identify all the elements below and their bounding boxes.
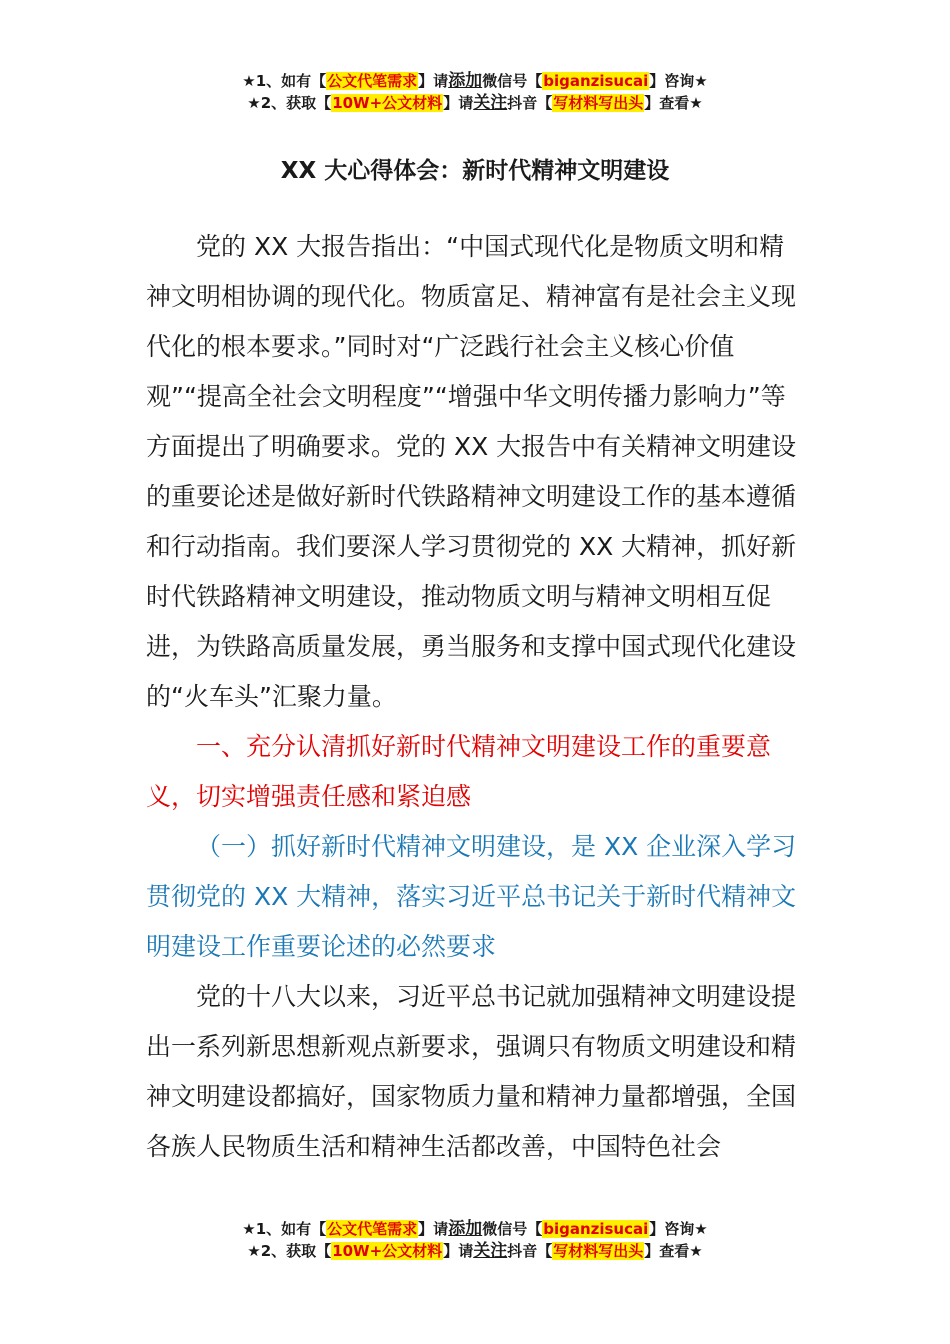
highlight-materials: 10W+公文材料 bbox=[332, 1242, 443, 1260]
body-paragraph: 党的十八大以来，习近平总书记就加强精神文明建设提出一系列新思想新观点新要求，强调只有物质文明建设和精神文明建设都搞好，国家物质力量和精神力量都增强，全国各族人民物质生活和精神生活都改善，中国特色社会 bbox=[146, 982, 797, 1161]
subsection-heading-1: （一）抓好新时代精神文明建设，是 XX 企业深入学习贯彻党的 XX 大精神，落实习近平总书记关于新时代精神文明建设工作重要论述的必然要求 bbox=[146, 832, 797, 961]
highlight-service: 公文代笔需求 bbox=[327, 72, 418, 90]
document-body bbox=[146, 222, 806, 1172]
highlight-douyin: 写材料写出头 bbox=[553, 94, 644, 112]
promo-line-2: ★2、获取【10W+公文材料】请关注抖音【写材料写出头】查看★ bbox=[247, 93, 703, 113]
highlight-materials: 10W+公文材料 bbox=[332, 94, 443, 112]
highlight-douyin: 写材料写出头 bbox=[553, 1242, 644, 1260]
section-heading-1: 一、充分认清抓好新时代精神文明建设工作的重要意义，切实增强责任感和紧迫感 bbox=[146, 732, 772, 811]
bottom-promo-banner bbox=[0, 1218, 950, 1262]
highlight-wechat-id: biganzisucai bbox=[543, 1220, 649, 1238]
document-title: XX 大心得体会：新时代精神文明建设 bbox=[280, 158, 670, 184]
top-promo-banner bbox=[0, 70, 950, 114]
promo-line-1: ★1、如有【公文代笔需求】请添加微信号【biganzisucai】咨询★ bbox=[242, 71, 708, 91]
highlight-service: 公文代笔需求 bbox=[327, 1220, 418, 1238]
highlight-wechat-id: biganzisucai bbox=[543, 72, 649, 90]
body-paragraph: 党的 XX 大报告指出：“中国式现代化是物质文明和精神文明相协调的现代化。物质富足、精神富有是社会主义现代化的根本要求。”同时对“广泛践行社会主义核心价值观”“提高全社会文明程度”“增强中华文明传播力影响力”等方面提出了明确要求。党的 XX 大报告中有关精神文明建设的重要论述是做好新时代铁路精神文明建设工作的基本遵循和行动指南。我们要深人学习贯彻党的 XX 大精神，抓好新时代铁路精神文明建设，推动物质文明与精神文明相互促进，为铁路高质量发展，勇当服务和支撑中国式现代化建设的“火车头”汇聚力量。 bbox=[146, 232, 797, 711]
promo-line-1: ★1、如有【公文代笔需求】请添加微信号【biganzisucai】咨询★ bbox=[242, 1219, 708, 1239]
promo-line-2: ★2、获取【10W+公文材料】请关注抖音【写材料写出头】查看★ bbox=[247, 1241, 703, 1261]
